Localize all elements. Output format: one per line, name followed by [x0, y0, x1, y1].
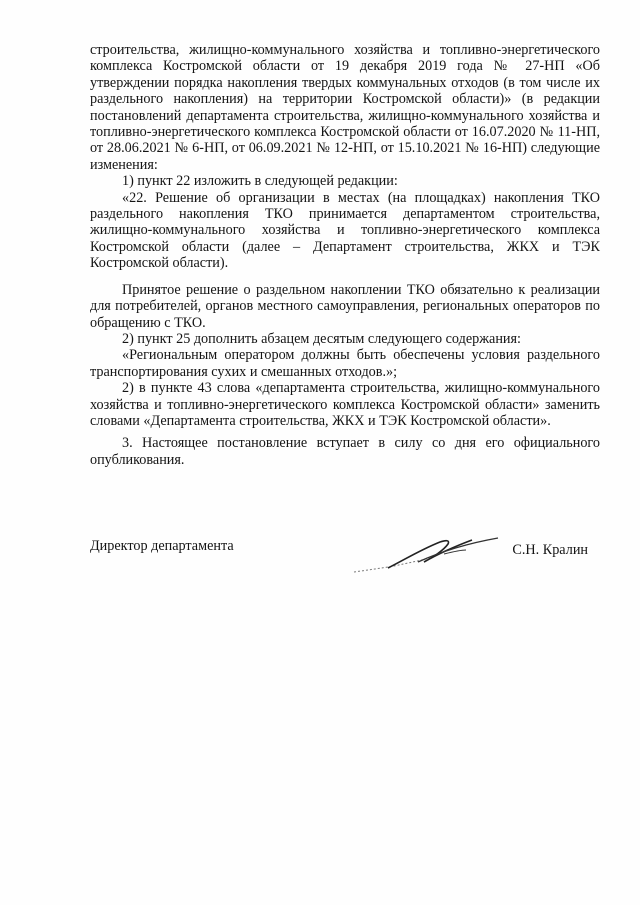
signatory-name: С.Н. Кралин	[512, 542, 588, 558]
paragraph-item-2: 2) пункт 25 дополнить абзацем десятым следующего содержания:	[122, 330, 521, 347]
paragraph-quote-22: «22. Решение об организации в местах (на площадках) накопления ТКО раздельного накопления ТКО принимается департаментом строительства, жилищно-коммунального хозяйства и топливно-энергетического комплекса Костромской области (далее – Департамент строительства, ЖКХ и ТЭК Костромской области).	[90, 189, 600, 272]
paragraph-decision: Принятое решение о раздельном накоплении ТКО обязательно к реализации для потребителей, органов местного самоуправления, региональных операторов по обращению с ТКО.	[90, 281, 600, 331]
paragraph-quote-operator: «Региональным оператором должны быть обеспечены условия раздельного транспортирования сухих и смешанных отходов.»;	[90, 347, 600, 380]
document-body	[90, 42, 600, 468]
paragraph-item-43: 2) в пункте 43 слова «департамента строительства, жилищно-коммунального хозяйства и топливно-энергетического комплекса Костромской области» заменить словами «Департамента строительства, ЖКХ и ТЭК Костромской области».	[90, 380, 600, 429]
paragraph-item-1: 1) пункт 22 изложить в следующей редакции:	[122, 173, 398, 190]
handwritten-signature	[348, 528, 508, 580]
signature-block	[90, 528, 600, 588]
paragraph-effective: 3. Настоящее постановление вступает в силу со дня его официального опубликования.	[90, 435, 600, 468]
signatory-title: Директор департамента	[90, 538, 234, 554]
paragraph-intro: строительства, жилищно-коммунального хозяйства и топливно-энергетического комплекса Костромской области от 19 декабря 2019 года № 27-НП «Об утверждении порядка накопления твердых коммунальных отходов (в том числе их раздельного накопления) на территории Костромской области)» (в редакции постановлений департамента строительства, жилищно-коммунального хозяйства и топливно-энергетического комплекса Костромской области от 16.07.2020 № 11-НП, от 28.06.2021 № 6-НП, от 06.09.2021 № 12-НП, от 15.10.2021 № 16-НП) следующие изменения:	[90, 42, 600, 173]
